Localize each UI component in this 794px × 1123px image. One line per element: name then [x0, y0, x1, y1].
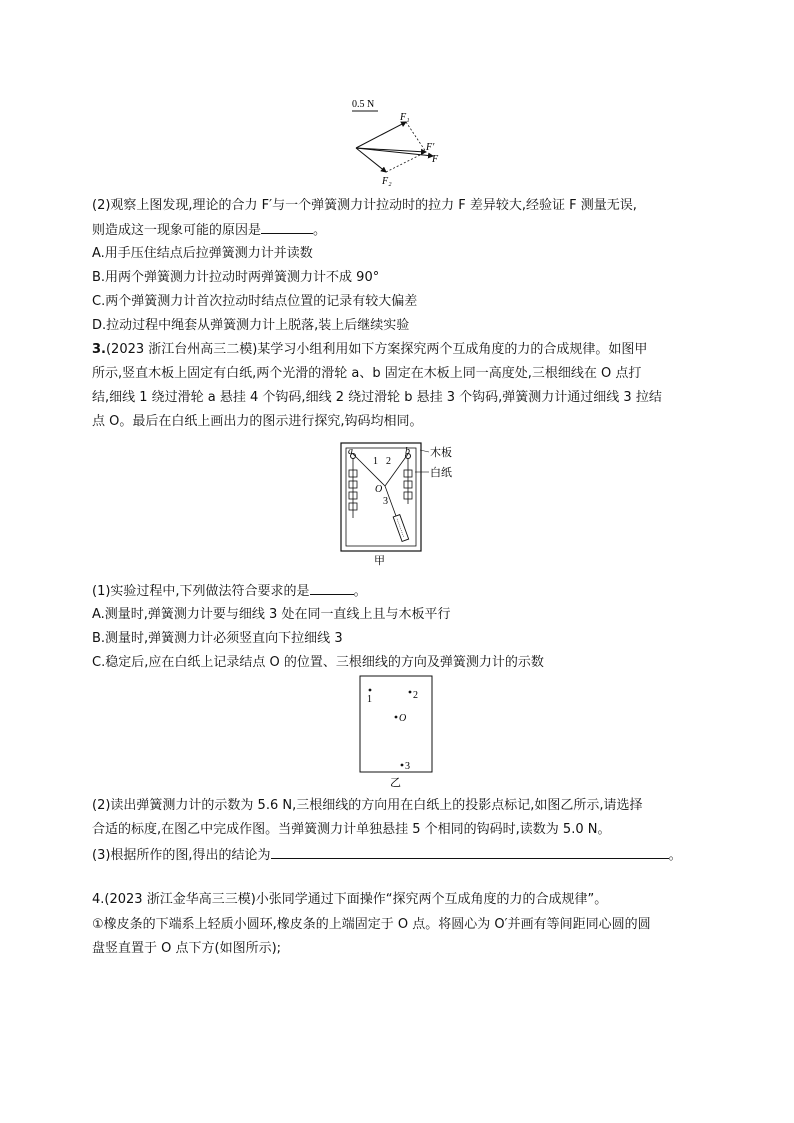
- point-o-label: O: [399, 713, 407, 724]
- figure-yi: [358, 674, 438, 790]
- q2-option-c: C.两个弹簧测力计首次拉动时结点位置的记录有较大偏差: [92, 294, 418, 309]
- q2-option-b: B.用两个弹簧测力计拉动时两弹簧测力计不成 90°: [92, 270, 380, 285]
- figure-jia: [338, 440, 458, 568]
- q3-sub3-text: (3)根据所作的图,得出的结论为: [92, 848, 271, 863]
- q3-sub1-stem: [92, 580, 367, 602]
- f2-label: F₂: [382, 176, 392, 187]
- point-1-label: 1: [367, 694, 372, 705]
- fig-yi-caption: 乙: [390, 776, 401, 789]
- q3-sub1-option-b: B.测量时,弹簧测力计必须竖直向下拉细线 3: [92, 631, 343, 646]
- q3-sub1-option-a: A.测量时,弹簧测力计要与细线 3 处在同一直线上且与木板平行: [92, 607, 451, 622]
- q3-stem-line-1: [92, 340, 647, 360]
- point-o: [395, 716, 398, 719]
- q3-stem-line-2: 所示,竖直木板上固定有白纸,两个光滑的滑轮 a、b 固定在木板上同一高度处,三根细线在 O 点打: [92, 366, 642, 381]
- q3-sub1-text: (1)实验过程中,下列做法符合要求的是: [92, 584, 310, 599]
- force-vector-figure: [340, 96, 450, 192]
- label-a: a: [348, 446, 353, 457]
- label-1: 1: [373, 456, 378, 467]
- f1-vector: [356, 122, 406, 148]
- q3-sub3: [92, 844, 682, 866]
- parallelogram-dash: [406, 122, 426, 152]
- point-2-label: 2: [413, 690, 418, 701]
- q2-stem-line-1: (2)观察上图发现,理论的合力 F′与一个弹簧测力计拉动时的拉力 F 差异较大,经验证 F 测量无误,: [92, 198, 637, 213]
- answer-blank[interactable]: [261, 219, 313, 234]
- q2-stem-line-2: [92, 219, 326, 241]
- q2-stem-end: 。: [313, 223, 327, 238]
- answer-blank[interactable]: [271, 844, 669, 859]
- q3-sub1-end: 。: [353, 584, 367, 599]
- q4-line-3: 盘竖直置于 O 点下方(如图所示);: [92, 941, 282, 956]
- q3-sub3-end: 。: [668, 848, 682, 863]
- point-3: [401, 764, 404, 767]
- q4-line-1: 4.(2023 浙江金华高三三模)小张同学通过下面操作“探究两个互成角度的力的合成规律”。: [92, 892, 608, 907]
- label-o: O: [375, 484, 383, 495]
- label-b: b: [405, 446, 410, 457]
- fig-jia-caption: 甲: [374, 554, 385, 567]
- label-2: 2: [386, 456, 391, 467]
- board-label: 木板: [430, 446, 452, 459]
- q3-number: 3.: [92, 342, 106, 357]
- q3-stem-line-4: 点 O。最后在白纸上画出力的图示进行探究,钩码均相同。: [92, 414, 423, 429]
- q3-sub1-option-c: C.稳定后,应在白纸上记录结点 O 的位置、三根细线的方向及弹簧测力计的示数: [92, 655, 544, 670]
- scale-label: 0.5 N: [352, 99, 375, 110]
- fprime-label: F′: [426, 142, 435, 153]
- q3-stem-text: (2023 浙江台州高三二模)某学习小组利用如下方案探究两个互成角度的力的合成规律。如图甲: [105, 342, 648, 357]
- point-3-label: 3: [405, 761, 410, 772]
- paper-label: 白纸: [430, 466, 452, 479]
- f1-label: F₁: [400, 112, 410, 123]
- q4-line-2: ①橡皮条的下端系上轻质小圆环,橡皮条的上端固定于 O 点。将圆心为 O′并画有等间距同心圆的圆: [92, 917, 651, 932]
- point-2: [409, 691, 412, 694]
- q2-option-a: A.用手压住结点后拉弹簧测力计并读数: [92, 246, 313, 261]
- point-1: [369, 689, 372, 692]
- q3-stem-line-3: 结,细线 1 绕过滑轮 a 悬挂 4 个钩码,细线 2 绕过滑轮 b 悬挂 3 个钩码,弹簧测力计通过细线 3 拉结: [92, 390, 662, 405]
- string-1: [353, 454, 385, 486]
- q2-stem-text: 则造成这一现象可能的原因是: [92, 223, 262, 238]
- q2-option-d: D.拉动过程中绳套从弹簧测力计上脱落,装上后继续实验: [92, 318, 410, 333]
- f-label: F: [432, 154, 439, 165]
- spring-scale: [393, 515, 408, 542]
- q3-sub2-line-1: (2)读出弹簧测力计的示数为 5.6 N,三根细线的方向用在白纸上的投影点标记,如图乙所示,请选择: [92, 798, 643, 813]
- label-3: 3: [383, 496, 388, 507]
- answer-blank[interactable]: [310, 580, 354, 595]
- q3-sub2-line-2: 合适的标度,在图乙中完成作图。当弹簧测力计单独悬挂 5 个相同的钩码时,读数为 5.0 N。: [92, 822, 611, 837]
- f2-vector: [356, 148, 386, 172]
